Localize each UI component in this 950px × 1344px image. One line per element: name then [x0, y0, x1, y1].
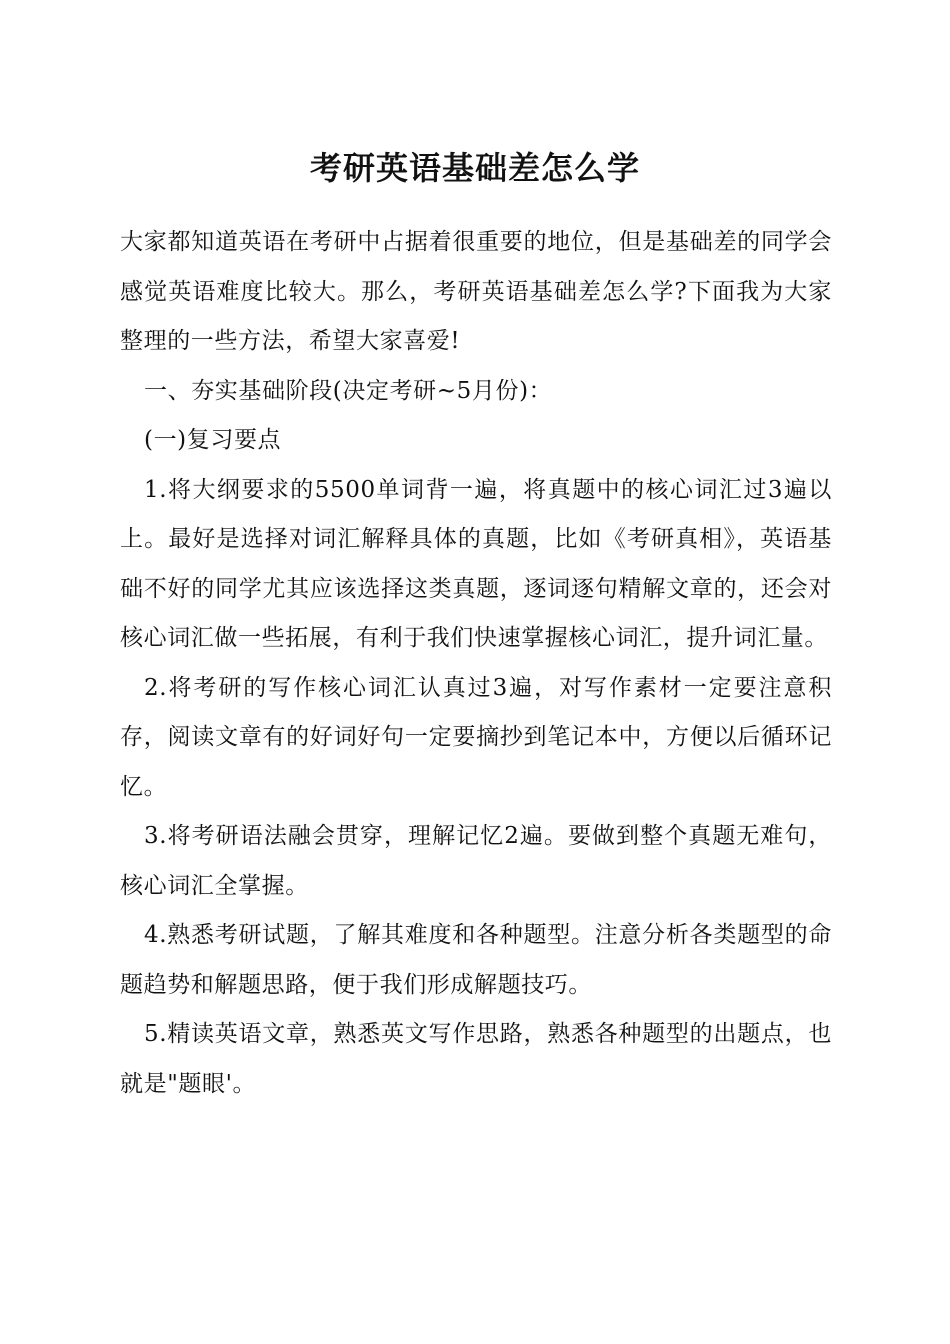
list-item-4: 4.熟悉考研试题，了解其难度和各种题型。注意分析各类题型的命题趋势和解题思路，便于我们形成解题技巧。	[120, 922, 832, 998]
document-title: 考研英语基础差怎么学	[309, 149, 640, 187]
subsection-heading: (一)复习要点	[144, 427, 282, 453]
list-item-1: 1.将大纲要求的5500单词背一遍，将真题中的核心词汇过3遍以上。最好是选择对词汇解释具体的真题，比如《考研真相》，英语基础不好的同学尤其应该选择这类真题，逐词逐句精解文章的，还会对核心词汇做一些拓展，有利于我们快速掌握核心词汇，提升词汇量。	[120, 476, 832, 651]
list-item-2: 2.将考研的写作核心词汇认真过3遍，对写作素材一定要注意积存，阅读文章有的好词好句一定要摘抄到笔记本中，方便以后循环记忆。	[120, 674, 832, 800]
list-item-3: 3.将考研语法融会贯穿，理解记忆2遍。要做到整个真题无难句，核心词汇全掌握。	[120, 823, 832, 899]
section-heading: 一、夯实基础阶段(决定考研~5月份)：	[144, 377, 553, 404]
intro-paragraph: 大家都知道英语在考研中占据着很重要的地位，但是基础差的同学会感觉英语难度比较大。那么，考研英语基础差怎么学?下面我为大家整理的一些方法，希望大家喜爱!	[120, 229, 832, 354]
document-body	[120, 218, 832, 1109]
list-item-5: 5.精读英语文章，熟悉英文写作思路，熟悉各种题型的出题点，也就是"题眼'。	[120, 1021, 832, 1097]
